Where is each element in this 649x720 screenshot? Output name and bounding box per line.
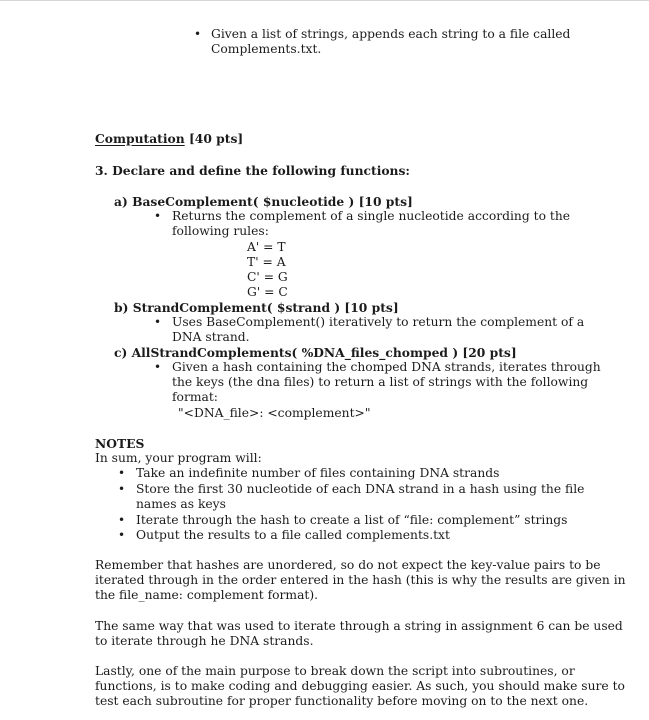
bullet-icon: • (118, 482, 126, 496)
notes-title: NOTES (95, 436, 145, 451)
notes-intro: In sum, your program will: (95, 451, 262, 465)
bullet-icon: • (154, 360, 162, 374)
notes-item: Take an indefinite number of files containing DNA strands (136, 466, 500, 480)
notes-item: Iterate through the hash to create a list of “file: complement” strings (136, 513, 568, 527)
section-title: Computation (95, 131, 185, 146)
function-c-description: Given a hash containing the chomped DNA strands, iterates through (172, 360, 601, 374)
function-a-description: Returns the complement of a single nucleotide according to the (172, 209, 571, 223)
complement-rule: G' = C (247, 285, 288, 299)
paragraph-line: to iterate through he DNA strands. (95, 634, 314, 648)
function-a-description: following rules: (172, 224, 269, 238)
bullet-icon: • (154, 209, 162, 223)
function-c-description: format: (172, 390, 218, 404)
bullet-icon: • (118, 466, 126, 480)
section-points: [40 pts] (188, 131, 244, 146)
paragraph-line: the file_name: complement format). (95, 588, 319, 602)
bullet-icon: • (154, 315, 162, 329)
top-bullet-line: Given a list of strings, appends each string to a file called (211, 27, 571, 41)
complement-rule: A' = T (247, 240, 286, 254)
notes-item: names as keys (136, 497, 226, 511)
complement-rule: T' = A (247, 255, 286, 269)
function-b-header: b) StrandComplement( $strand ) [10 pts] (114, 300, 399, 315)
page-top-border (0, 0, 649, 1)
top-bullet-line: Complements.txt. (211, 42, 322, 56)
paragraph-line: Lastly, one of the main purpose to break down the script into subroutines, or (95, 664, 575, 678)
question-heading: 3. Declare and define the following functions: (95, 163, 410, 178)
bullet-icon: • (194, 27, 202, 41)
bullet-icon: • (118, 513, 126, 527)
function-b-description: Uses BaseComplement() iteratively to return the complement of a (172, 315, 585, 329)
paragraph-line: iterated through in the order entered in the hash (this is why the results are given in (95, 573, 626, 587)
function-b-description: DNA strand. (172, 330, 250, 344)
function-c-header: c) AllStrandComplements( %DNA_files_chomped ) [20 pts] (114, 345, 517, 360)
bullet-icon: • (118, 528, 126, 542)
paragraph-line: test each subroutine for proper functionality before moving on to the next one. (95, 694, 589, 708)
complement-rule: C' = G (247, 270, 288, 284)
function-c-description: the keys (the dna files) to return a list of strings with the following (172, 375, 589, 389)
paragraph-line: The same way that was used to iterate through a string in assignment 6 can be used (95, 619, 623, 633)
function-c-format: "<DNA_file>: <complement>" (178, 406, 371, 420)
section-heading (95, 131, 243, 146)
notes-item: Store the first 30 nucleotide of each DNA strand in a hash using the file (136, 482, 585, 496)
paragraph-line: functions, is to make coding and debugging easier. As such, you should make sure to (95, 679, 625, 693)
function-a-header: a) BaseComplement( $nucleotide ) [10 pts] (114, 194, 413, 209)
paragraph-line: Remember that hashes are unordered, so do not expect the key-value pairs to be (95, 558, 601, 572)
notes-item: Output the results to a file called complements.txt (136, 528, 450, 542)
